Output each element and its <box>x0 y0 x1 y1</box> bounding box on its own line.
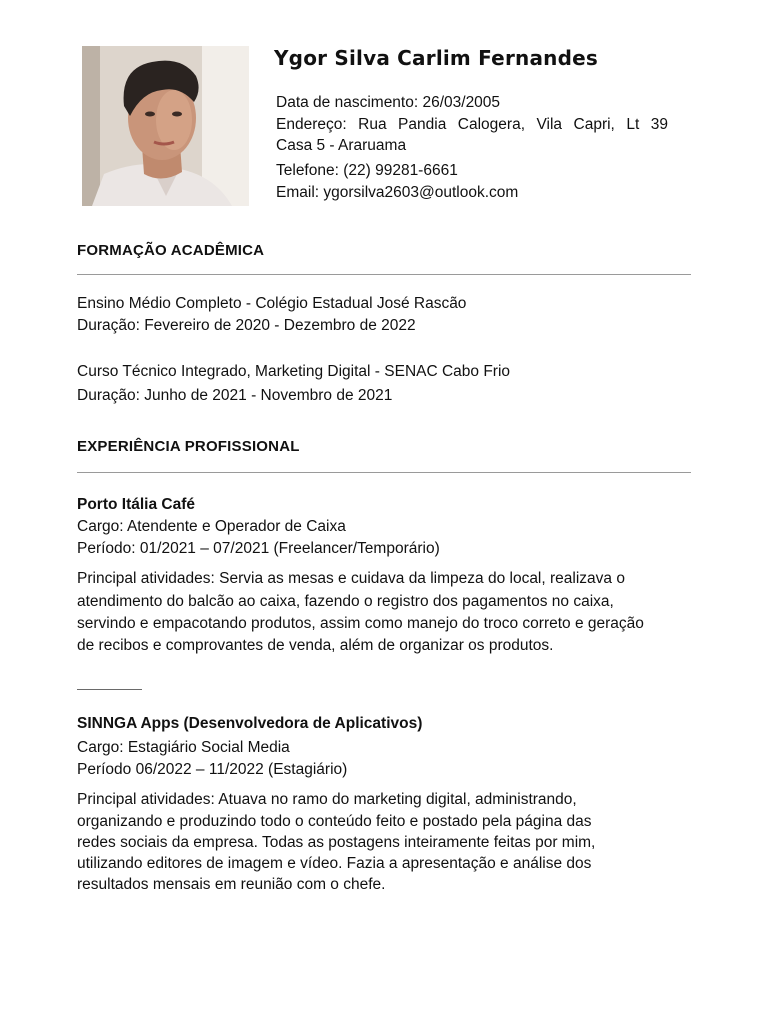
job-1-description-line: Principal atividades: Servia as mesas e cuidava da limpeza do local, realizava o <box>77 570 625 587</box>
experience-divider <box>77 472 691 473</box>
education-duration-2: Duração: Junho de 2021 - Novembro de 2021 <box>77 387 393 404</box>
education-title: FORMAÇÃO ACADÊMICA <box>77 242 265 259</box>
job-2-period: Período 06/2022 – 11/2022 (Estagiário) <box>77 761 348 778</box>
job-1-description-line: atendimento do balcão ao caixa, fazendo o registro dos pagamentos no caixa, <box>77 593 614 610</box>
address-line-2: Casa 5 - Araruama <box>276 137 407 154</box>
education-divider <box>77 274 691 275</box>
experience-title: EXPERIÊNCIA PROFISSIONAL <box>77 438 300 455</box>
job-2-description-line: Principal atividades: Atuava no ramo do marketing digital, administrando, <box>77 791 577 808</box>
job-1-description-line: servindo e empacotando produtos, assim como manejo do troco correto e geração <box>77 615 644 632</box>
job-1-description-line: de recibos e comprovantes de venda, além de organizar os produtos. <box>77 637 554 654</box>
address-line-1: Endereço: Rua Pandia Calogera, Vila Capri, Lt 39 <box>276 116 668 133</box>
job-2-description-line: utilizando editores de imagem e vídeo. Fazia a apresentação e análise dos <box>77 855 592 872</box>
education-course-1: Ensino Médio Completo - Colégio Estadual José Rascão <box>77 295 467 312</box>
education-course-2: Curso Técnico Integrado, Marketing Digital - SENAC Cabo Frio <box>77 363 511 380</box>
job-2-role: Cargo: Estagiário Social Media <box>77 739 290 756</box>
job-2-description-line: organizando e produzindo todo o conteúdo feito e postado pela página das <box>77 813 592 830</box>
birth-date: Data de nascimento: 26/03/2005 <box>276 94 501 111</box>
job-2-company: SINNGA Apps (Desenvolvedora de Aplicativos) <box>77 715 423 732</box>
profile-photo-illustration <box>82 46 249 206</box>
job-1-role: Cargo: Atendente e Operador de Caixa <box>77 518 346 535</box>
personal-info <box>276 92 668 204</box>
candidate-name: Ygor Silva Carlim Fernandes <box>274 46 598 70</box>
profile-photo <box>82 46 249 206</box>
job-1-company: Porto Itália Café <box>77 496 195 513</box>
job-2-description-line: resultados mensais em reunião com o chefe. <box>77 876 386 893</box>
education-duration-1: Duração: Fevereiro de 2020 - Dezembro de 2022 <box>77 317 416 334</box>
job-separator <box>77 689 142 690</box>
job-1-period: Período: 01/2021 – 07/2021 (Freelancer/Temporário) <box>77 540 440 557</box>
job-2-description-line: redes sociais da empresa. Todas as postagens inteiramente feitas por mim, <box>77 834 596 851</box>
phone: Telefone: (22) 99281-6661 <box>276 162 458 179</box>
email: Email: ygorsilva2603@outlook.com <box>276 184 519 201</box>
